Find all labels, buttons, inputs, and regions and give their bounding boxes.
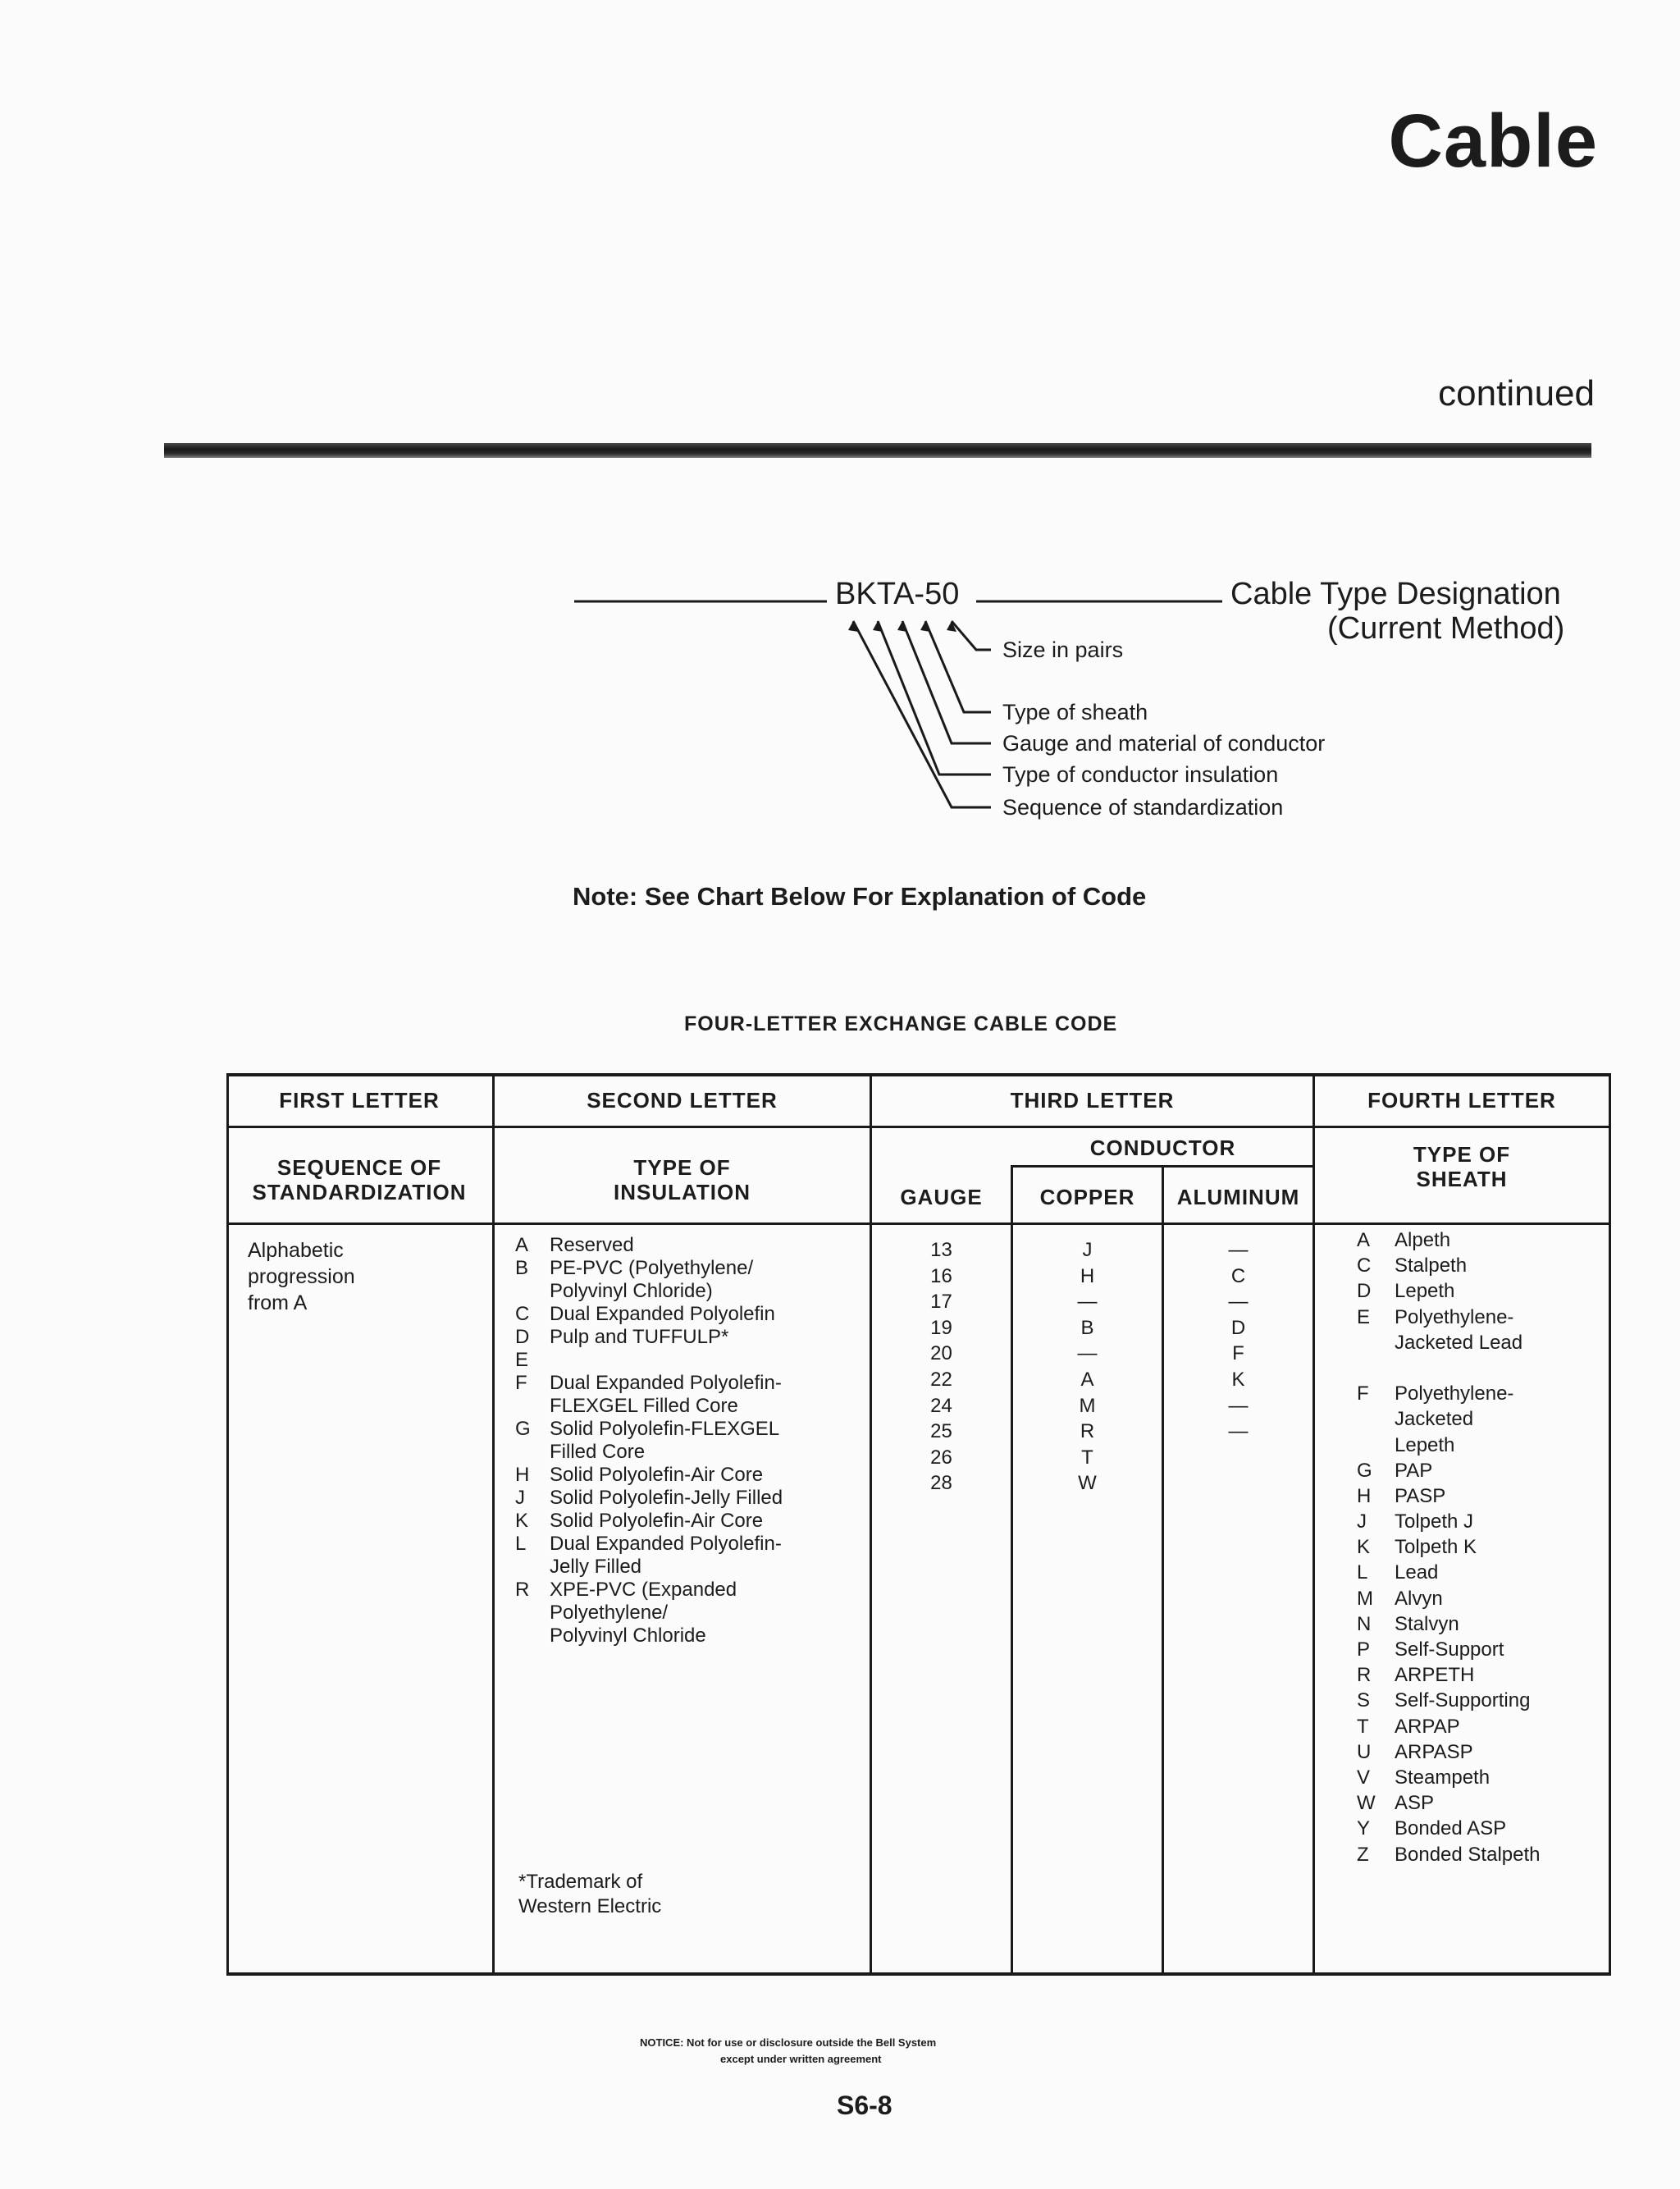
insulation-row <box>515 1556 783 1579</box>
insulation-code: L <box>515 1533 527 1555</box>
insulation-description: Dual Expanded Polyolefin- <box>550 1372 782 1394</box>
callout-gauge: Gauge and material of conductor <box>1002 731 1326 756</box>
first-letter-line: progression <box>248 1265 355 1288</box>
copper-code: — <box>1077 1342 1098 1365</box>
insulation-code <box>515 1625 550 1647</box>
insulation-description: Dual Expanded Polyolefin- <box>550 1533 782 1555</box>
gauge-value: 13 <box>930 1239 952 1261</box>
notice-line2: except under written agreement <box>720 2053 882 2065</box>
page-title: Cable <box>1388 99 1598 183</box>
sheath-description: Tolpeth K <box>1395 1536 1477 1559</box>
insulation-code: A <box>515 1234 529 1256</box>
sheath-row <box>1357 1278 1540 1304</box>
insulation-code: R <box>515 1579 530 1601</box>
trademark-footnote <box>518 1870 661 1919</box>
sheath-description: Stalpeth <box>1395 1254 1468 1277</box>
sheath-code: U <box>1357 1740 1372 1763</box>
gauge-value: 20 <box>930 1342 952 1365</box>
table-left-rule <box>226 1073 229 1976</box>
insulation-code: K <box>515 1510 529 1532</box>
insulation-row <box>515 1602 783 1625</box>
sheath-code: K <box>1357 1536 1371 1559</box>
aluminum-code: F <box>1232 1342 1244 1365</box>
insulation-code: G <box>515 1418 531 1440</box>
aluminum-code <box>1164 1470 1312 1497</box>
sheath-row <box>1357 1330 1540 1355</box>
sheath-description: Polyethylene- <box>1395 1382 1514 1405</box>
insulation-code: F <box>515 1372 527 1394</box>
table-header-rule <box>226 1126 1611 1128</box>
insulation-code <box>515 1395 550 1418</box>
insulation-description: FLEXGEL Filled Core <box>550 1395 738 1417</box>
col-rule-3 <box>1312 1073 1315 1976</box>
gauge-value: 24 <box>930 1394 952 1417</box>
sheath-list <box>1357 1227 1540 1867</box>
sheath-row <box>1357 1227 1540 1253</box>
sheath-code: R <box>1357 1664 1372 1687</box>
sheath-description: PASP <box>1395 1484 1446 1507</box>
sheath-row <box>1357 1688 1540 1713</box>
insulation-description: Filled Core <box>550 1441 646 1463</box>
insulation-row <box>515 1487 783 1510</box>
copper-code: R <box>1080 1420 1095 1443</box>
sheath-row <box>1357 1842 1540 1867</box>
sheath-description: ARPETH <box>1395 1664 1475 1687</box>
insulation-row <box>515 1395 783 1418</box>
sheath-description: Self-Supporting <box>1395 1689 1531 1712</box>
insulation-description: Pulp and TUFFULP* <box>550 1326 729 1348</box>
sheath-code: C <box>1357 1254 1372 1277</box>
page-subtitle: continued <box>1438 373 1595 414</box>
header-aluminum: ALUMINUM <box>1176 1185 1300 1209</box>
gauge-value: 17 <box>930 1291 952 1314</box>
aluminum-code: D <box>1230 1316 1246 1339</box>
insulation-code <box>515 1602 550 1625</box>
callout-insulation: Type of conductor insulation <box>1002 762 1279 787</box>
sheath-description: ARPASP <box>1395 1740 1473 1763</box>
sheath-code <box>1357 1330 1395 1355</box>
sheath-description: Alvyn <box>1395 1587 1443 1610</box>
header-copper: COPPER <box>1039 1185 1135 1209</box>
gauge-value: 22 <box>930 1368 952 1391</box>
aluminum-code: — <box>1228 1291 1249 1314</box>
insulation-row <box>515 1303 783 1326</box>
copper-code: B <box>1080 1316 1094 1339</box>
insulation-code <box>515 1556 550 1579</box>
trademark-line2: Western Electric <box>518 1895 662 1917</box>
sheath-row <box>1357 1739 1540 1765</box>
insulation-description: PE-PVC (Polyethylene/ <box>550 1257 754 1279</box>
sheath-description: Bonded ASP <box>1395 1817 1507 1840</box>
copper-code-list <box>1013 1237 1162 1497</box>
insulation-row <box>515 1349 783 1372</box>
insulation-code: D <box>515 1326 530 1348</box>
sheath-code: Z <box>1357 1843 1369 1866</box>
sheath-description: Lepeth <box>1395 1280 1455 1303</box>
insulation-row <box>515 1372 783 1395</box>
sheath-description: Lepeth <box>1395 1433 1455 1456</box>
insulation-description: Dual Expanded Polyolefin <box>550 1303 775 1325</box>
insulation-row <box>515 1418 783 1441</box>
header-sequence-line2: STANDARDIZATION <box>252 1180 467 1204</box>
sheath-row <box>1357 1586 1540 1611</box>
insulation-row <box>515 1533 783 1556</box>
first-letter-description <box>248 1237 355 1316</box>
gauge-value: 19 <box>930 1316 952 1339</box>
pointer-size <box>952 621 991 650</box>
header-sheath-line2: SHEATH <box>1416 1167 1508 1191</box>
sheath-code: T <box>1357 1715 1369 1738</box>
copper-code: W <box>1078 1472 1097 1495</box>
sheath-row <box>1357 1509 1540 1534</box>
insulation-description: Solid Polyolefin-Jelly Filled <box>550 1487 783 1509</box>
insulation-row <box>515 1441 783 1464</box>
gauge-value: 25 <box>930 1420 952 1443</box>
table-right-rule <box>1609 1073 1611 1976</box>
sheath-description: Lead <box>1395 1561 1439 1584</box>
sheath-row <box>1357 1534 1540 1560</box>
header-first-letter: FIRST LETTER <box>279 1088 440 1113</box>
copper-code: J <box>1082 1239 1093 1261</box>
sheath-row <box>1357 1637 1540 1662</box>
chart-note: Note: See Chart Below For Explanation of Code <box>573 882 1147 911</box>
header-sequence <box>226 1155 492 1204</box>
header-insulation-line2: INSULATION <box>614 1180 751 1204</box>
insulation-list <box>515 1234 783 1647</box>
copper-code: M <box>1079 1394 1096 1417</box>
sheath-code <box>1357 1406 1395 1432</box>
insulation-code: E <box>515 1349 529 1371</box>
aluminum-code-list <box>1164 1237 1312 1497</box>
insulation-code: H <box>515 1464 530 1486</box>
insulation-description: Solid Polyolefin-Air Core <box>550 1510 764 1532</box>
sheath-row <box>1357 1765 1540 1790</box>
insulation-code <box>515 1441 550 1464</box>
insulation-row <box>515 1326 783 1349</box>
pointer-gauge <box>902 621 991 743</box>
aluminum-code: — <box>1228 1420 1249 1443</box>
cable-type-line1: Cable Type Designation <box>1230 577 1561 611</box>
sheath-code: V <box>1357 1766 1371 1789</box>
sheath-code: F <box>1357 1382 1369 1405</box>
first-letter-line: Alphabetic <box>248 1239 344 1262</box>
sheath-code: E <box>1357 1305 1371 1328</box>
table-top-rule <box>226 1073 1611 1076</box>
col-rule-1 <box>492 1073 495 1976</box>
pointer-sequence <box>853 621 991 807</box>
aluminum-code: — <box>1228 1239 1249 1261</box>
notice <box>640 2035 936 2068</box>
aluminum-code: C <box>1230 1264 1246 1287</box>
insulation-code: J <box>515 1487 525 1509</box>
insulation-row <box>515 1234 783 1257</box>
insulation-row <box>515 1579 783 1602</box>
notice-line1: NOTICE: Not for use or disclosure outside the Bell System <box>640 2036 937 2049</box>
sheath-row <box>1357 1458 1540 1483</box>
sheath-description: ARPAP <box>1395 1715 1460 1738</box>
sheath-code: A <box>1357 1229 1371 1251</box>
sheath-row <box>1357 1483 1540 1509</box>
sheath-row <box>1357 1816 1540 1841</box>
sheath-code <box>1357 1355 1395 1381</box>
sheath-row <box>1357 1406 1540 1432</box>
sheath-description: Self-Support <box>1395 1638 1504 1661</box>
gauge-value: 16 <box>930 1264 952 1287</box>
insulation-description: Solid Polyolefin-FLEXGEL <box>550 1418 780 1440</box>
insulation-description: Polyvinyl Chloride) <box>550 1280 713 1302</box>
sheath-description: Jacketed <box>1395 1408 1474 1431</box>
sheath-code: S <box>1357 1689 1371 1712</box>
cable-type-label <box>1230 577 1564 646</box>
aluminum-code: — <box>1228 1394 1249 1417</box>
callout-sequence: Sequence of standardization <box>1002 795 1284 820</box>
insulation-description: Reserved <box>550 1234 634 1256</box>
insulation-row <box>515 1464 783 1487</box>
insulation-description: Solid Polyolefin-Air Core <box>550 1464 764 1486</box>
designation-diagram <box>0 0 1680 870</box>
insulation-row <box>515 1510 783 1533</box>
header-fourth-letter: FOURTH LETTER <box>1367 1088 1556 1113</box>
copper-code: T <box>1081 1446 1093 1469</box>
header-conductor: CONDUCTOR <box>1089 1136 1236 1160</box>
trademark-line1: *Trademark of <box>518 1871 643 1893</box>
insulation-description: Polyvinyl Chloride <box>550 1625 706 1647</box>
sheath-description: PAP <box>1395 1459 1433 1482</box>
sheath-row <box>1357 1433 1540 1458</box>
header-sheath <box>1315 1142 1609 1191</box>
sheath-description: Tolpeth J <box>1395 1510 1474 1533</box>
sheath-row <box>1357 1305 1540 1330</box>
sheath-code: G <box>1357 1459 1372 1482</box>
sheath-row <box>1357 1611 1540 1637</box>
gauge-value: 26 <box>930 1446 952 1469</box>
gauge-value: 28 <box>930 1472 952 1495</box>
cable-code-example: BKTA-50 <box>835 577 960 611</box>
sheath-row <box>1357 1381 1540 1406</box>
sheath-code: N <box>1357 1612 1372 1635</box>
sheath-description: Jacketed Lead <box>1395 1331 1523 1354</box>
table-caption: FOUR-LETTER EXCHANGE CABLE CODE <box>684 1012 1118 1035</box>
insulation-code: C <box>515 1303 530 1325</box>
sheath-code: H <box>1357 1484 1372 1507</box>
copper-code: H <box>1080 1264 1095 1287</box>
sheath-description: Polyethylene- <box>1395 1305 1514 1328</box>
insulation-description: XPE-PVC (Expanded <box>550 1579 737 1601</box>
table-subheader-rule <box>226 1222 1611 1225</box>
page-number: S6-8 <box>837 2091 892 2120</box>
sheath-code: L <box>1357 1561 1368 1584</box>
sheath-description: Steampeth <box>1395 1766 1491 1789</box>
copper-code: — <box>1077 1291 1098 1314</box>
table-bottom-rule <box>226 1972 1611 1976</box>
sheath-row <box>1357 1560 1540 1585</box>
header-insulation <box>495 1155 870 1204</box>
sheath-description: ASP <box>1395 1792 1435 1815</box>
sheath-code: P <box>1357 1638 1371 1661</box>
header-second-letter: SECOND LETTER <box>587 1088 778 1113</box>
sheath-row <box>1357 1790 1540 1816</box>
sheath-row <box>1357 1714 1540 1739</box>
insulation-row <box>515 1625 783 1647</box>
sheath-row <box>1357 1355 1540 1381</box>
sheath-code: D <box>1357 1280 1372 1303</box>
sheath-code: W <box>1357 1792 1376 1815</box>
first-letter-line: from A <box>248 1291 308 1314</box>
insulation-code <box>515 1280 550 1303</box>
sheath-description: Stalvyn <box>1395 1612 1459 1635</box>
sheath-code: J <box>1357 1510 1367 1533</box>
sheath-code: Y <box>1357 1817 1371 1840</box>
sheath-description: Bonded Stalpeth <box>1395 1843 1541 1866</box>
aluminum-code: K <box>1231 1368 1245 1391</box>
sheath-code: M <box>1357 1587 1373 1610</box>
header-insulation-line1: TYPE OF <box>633 1155 731 1180</box>
header-gauge: GAUGE <box>900 1185 983 1209</box>
sheath-row <box>1357 1253 1540 1278</box>
insulation-description: Polyethylene/ <box>550 1602 669 1624</box>
pointer-sheath <box>925 621 991 712</box>
copper-code: A <box>1080 1368 1094 1391</box>
insulation-row <box>515 1257 783 1280</box>
callout-sheath: Type of sheath <box>1002 700 1148 724</box>
insulation-code: B <box>515 1257 529 1279</box>
aluminum-code <box>1164 1445 1312 1471</box>
sheath-description: Alpeth <box>1395 1229 1451 1251</box>
insulation-description: Jelly Filled <box>550 1556 642 1578</box>
cable-code-table <box>226 1073 1611 1976</box>
sheath-code <box>1357 1433 1395 1458</box>
sheath-row <box>1357 1662 1540 1688</box>
header-sequence-line1: SEQUENCE OF <box>276 1155 442 1180</box>
cable-type-line2: (Current Method) <box>1327 611 1565 646</box>
gauge-list <box>872 1237 1011 1497</box>
header-sheath-line1: TYPE OF <box>1413 1142 1511 1167</box>
callout-size: Size in pairs <box>1002 638 1124 662</box>
insulation-row <box>515 1280 783 1303</box>
header-third-letter: THIRD LETTER <box>1010 1088 1175 1113</box>
